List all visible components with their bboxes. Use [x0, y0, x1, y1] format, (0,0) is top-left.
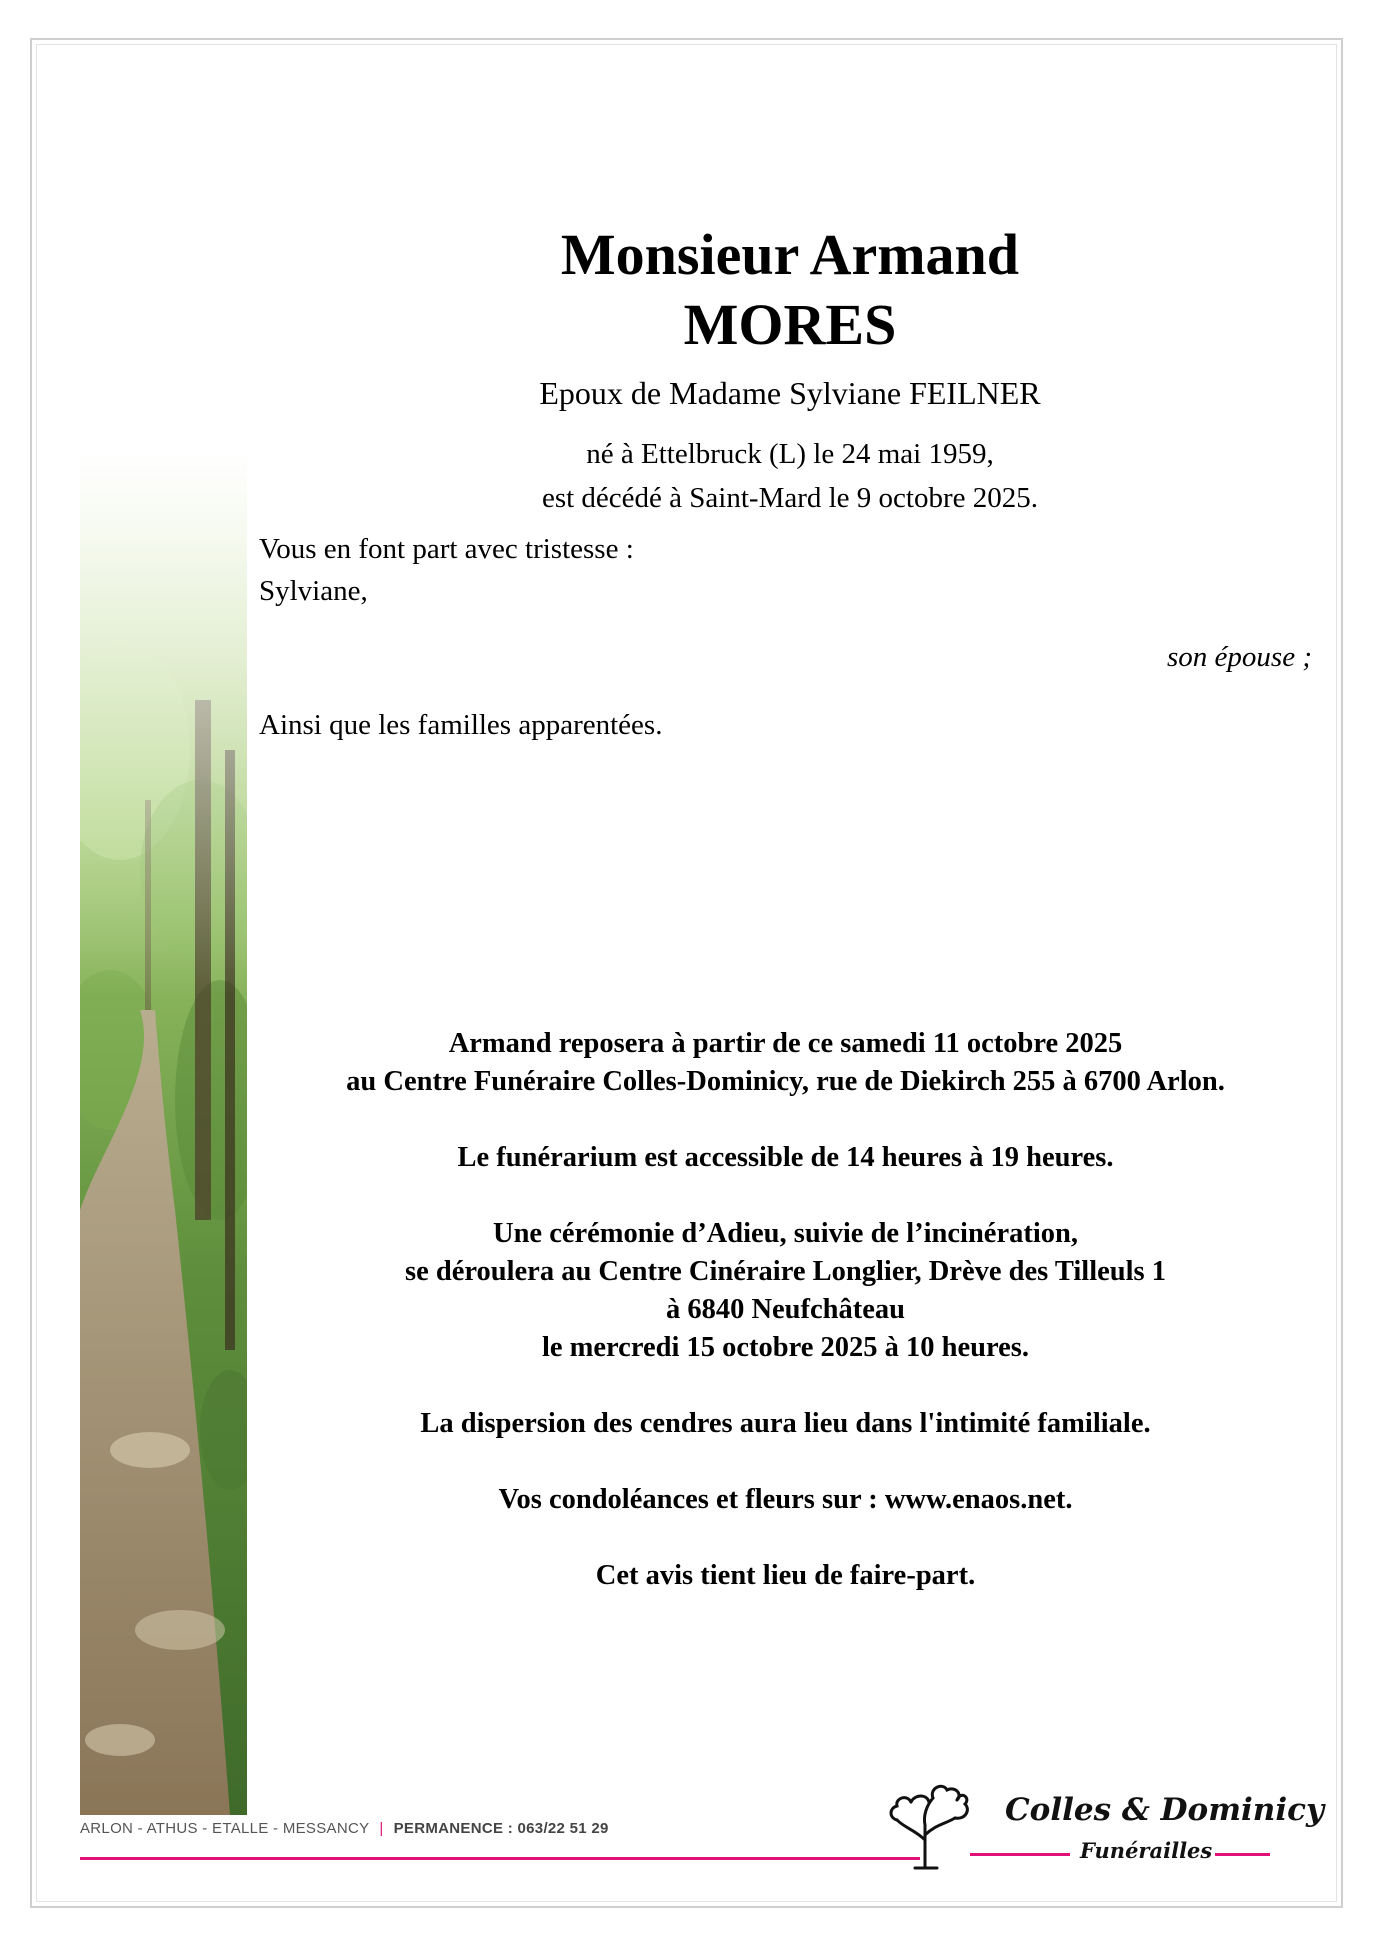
condolences-line: Vos condoléances et fleurs sur : www.enaos.net.: [498, 1484, 1073, 1515]
ceremony-line-3: à 6840 Neufchâteau: [665, 1294, 906, 1325]
repose-line-1: Armand reposera à partir de ce samedi 11 octobre 2025: [448, 1028, 1123, 1059]
logo-title: Colles & Dominicy: [1005, 1792, 1324, 1828]
ceremony-block: [259, 1215, 1312, 1367]
condolences-block: [259, 1481, 1312, 1519]
death-line: est décédé à Saint-Mard le 9 octobre 2025.: [541, 482, 1039, 514]
footer-separator: |: [379, 1820, 384, 1837]
ceremony-line-2: se déroulera au Centre Cinéraire Longlier, Drève des Tilleuls 1: [405, 1256, 1166, 1287]
ceremony-line-4: le mercredi 15 octobre 2025 à 10 heures.: [541, 1332, 1030, 1363]
faire-part-block: [259, 1557, 1312, 1595]
hours-block: [259, 1139, 1312, 1177]
tree-logo-icon: [885, 1780, 985, 1870]
footer-permanence: PERMANENCE : 063/22 51 29: [393, 1820, 609, 1837]
logo-underline-left: [970, 1853, 1070, 1856]
spouse-line: Epoux de Madame Sylviane FEILNER: [539, 375, 1041, 411]
faire-part-line: Cet avis tient lieu de faire-part.: [595, 1560, 976, 1591]
life-dates: [480, 432, 1100, 520]
footer-contact: [80, 1820, 609, 1837]
notice-relation: son épouse ;: [1167, 641, 1312, 673]
company-logo: [885, 1780, 1324, 1880]
ceremony-line-1: Une cérémonie d’Adieu, suivie de l’incinération,: [493, 1218, 1078, 1249]
hours-line: Le funérarium est accessible de 14 heures à 19 heures.: [457, 1142, 1114, 1173]
notice-intro: Vous en font part avec tristesse :: [259, 533, 634, 565]
notice-families: Ainsi que les familles apparentées.: [259, 709, 663, 741]
deceased-name: Monsieur Armand MORES: [560, 222, 1020, 357]
ashes-block: [259, 1405, 1312, 1443]
birth-line: né à Ettelbruck (L) le 24 mai 1959,: [586, 438, 994, 470]
logo-underline-right: [1215, 1853, 1270, 1856]
deceased-header: [480, 220, 1100, 520]
repose-block: [259, 1025, 1312, 1101]
footer-divider: [80, 1857, 920, 1860]
notice-family-name: Sylviane,: [259, 575, 368, 607]
logo-subtitle: Funérailles: [1080, 1838, 1213, 1863]
repose-line-2: au Centre Funéraire Colles-Dominicy, rue de Diekirch 255 à 6700 Arlon.: [346, 1066, 1225, 1097]
forest-path-photo: [80, 450, 247, 1815]
footer-locations: ARLON - ATHUS - ETALLE - MESSANCY: [80, 1820, 370, 1837]
ashes-line: La dispersion des cendres aura lieu dans l'intimité familiale.: [420, 1408, 1151, 1439]
family-notice: [259, 528, 1312, 746]
funeral-details: [259, 1025, 1312, 1633]
